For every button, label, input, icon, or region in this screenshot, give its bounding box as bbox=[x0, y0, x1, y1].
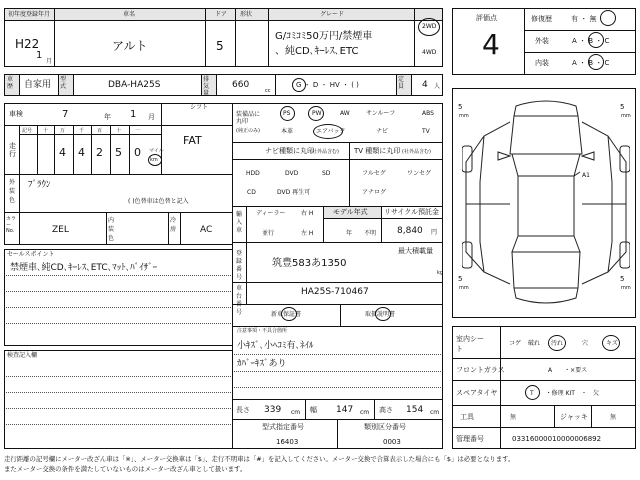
interior-color-label: 内装色 bbox=[108, 217, 115, 242]
equip-item: TV bbox=[422, 128, 430, 135]
interior-options: A ・ B ・ C bbox=[572, 59, 610, 67]
tv-item: アナログ bbox=[362, 189, 387, 196]
repair-label: 修復歴 bbox=[531, 15, 552, 23]
owner-manual: 取扱説明書 bbox=[365, 311, 396, 318]
disp-label: 排気量 bbox=[203, 76, 210, 97]
length: 339 bbox=[264, 405, 282, 415]
mileage-digit: 0 bbox=[134, 146, 141, 159]
km-header-0: 記号 bbox=[22, 128, 33, 134]
left-hand-label: 左 H bbox=[301, 230, 314, 237]
grade-line-1: G/ｺﾐｺﾐ50万円/禁煙車 bbox=[275, 31, 373, 42]
dealer-label: ディーラー bbox=[256, 210, 286, 217]
color-note: ( )色替車は色替と記入 bbox=[128, 198, 189, 205]
plate-number: 筑豊583あ1350 bbox=[272, 258, 347, 269]
car-reg: 自家用 bbox=[24, 80, 52, 90]
navi-item: HDD bbox=[246, 170, 260, 177]
inspect-year: 7 bbox=[62, 109, 69, 120]
class-no-label: 類別区分番号 bbox=[364, 423, 406, 431]
recycle-label: リサイクル預託金 bbox=[384, 208, 440, 216]
car-reg-label: 車歴 bbox=[7, 76, 14, 90]
equip-item: ナビ bbox=[376, 128, 389, 135]
length-label: 長さ bbox=[236, 406, 250, 414]
equip-item: PS bbox=[283, 110, 291, 117]
capacity-unit: 人 bbox=[434, 83, 441, 90]
recycle-value: 8,840 bbox=[397, 226, 423, 236]
seat-option: キズ bbox=[606, 340, 618, 347]
sales-point-text: 禁煙車､純CD､ｷｰﾚｽ､ETC､ﾏｯﾄ､ﾊﾞｲｻﾞｰ bbox=[10, 263, 158, 273]
interior-b-circle bbox=[588, 54, 604, 70]
spare-label: スペアタイヤ bbox=[456, 389, 498, 397]
km-header-2: 万 bbox=[60, 128, 66, 134]
glass-options: A ・×要ス bbox=[548, 367, 588, 374]
inspect-month-unit: 月 bbox=[148, 113, 155, 121]
car-outline bbox=[462, 92, 630, 314]
drive-2wd: 2WD bbox=[422, 23, 437, 30]
km-header-5: 十 bbox=[116, 128, 122, 134]
color-code-label: カラーNo. bbox=[6, 216, 17, 234]
exterior-color: ﾌﾞﾗｳﾝ bbox=[28, 180, 51, 190]
diag-mm-br: mm bbox=[621, 285, 631, 291]
jack-label: ジャッキ bbox=[560, 413, 588, 421]
equip-item: AW bbox=[340, 110, 350, 117]
score: 4 bbox=[482, 28, 500, 61]
width-label: 幅 bbox=[310, 406, 317, 414]
shift: FAT bbox=[183, 134, 202, 147]
height-label: 高さ bbox=[379, 406, 393, 414]
type-no-label: 型式指定番号 bbox=[262, 423, 304, 431]
inspect-year-unit: 年 bbox=[104, 113, 111, 121]
diag-5-br: 5 bbox=[620, 275, 625, 283]
seat-label: 室内シート bbox=[456, 335, 484, 353]
width-unit: cm bbox=[360, 409, 370, 416]
tv-title: TV 種類に丸印 bbox=[354, 147, 401, 155]
door-label: ドア bbox=[215, 11, 227, 18]
equip-item: エアバック bbox=[316, 128, 346, 135]
import-label: 輸入車 bbox=[236, 211, 243, 234]
exterior-b-circle bbox=[588, 32, 604, 48]
jack-value: 無 bbox=[610, 414, 617, 421]
inspector-box bbox=[4, 350, 233, 449]
repair-options: 有 ・ 無 bbox=[571, 15, 597, 23]
height: 154 bbox=[406, 405, 424, 415]
car-name-label: 車名 bbox=[123, 11, 136, 18]
first-reg-month: 1 bbox=[36, 50, 43, 61]
tv-item: フルセグ bbox=[362, 170, 386, 177]
ac: AC bbox=[200, 225, 213, 235]
capacity-label: 定員 bbox=[398, 76, 405, 90]
spare-t-circle bbox=[525, 385, 540, 400]
max-load-unit: kg bbox=[437, 270, 444, 276]
mileage-grid bbox=[4, 174, 233, 175]
notice-label: 注意事項・不具合箇所 bbox=[237, 328, 288, 334]
navi-item: DVD 再生可 bbox=[277, 189, 311, 196]
seat-scratch-circle bbox=[602, 335, 620, 351]
equip-item: ABS bbox=[422, 110, 434, 117]
navi-item: CD bbox=[247, 189, 256, 196]
equip-item: 本革 bbox=[281, 128, 294, 135]
navi-subtitle: (社外品含む) bbox=[310, 149, 339, 155]
diag-5-tl: 5 bbox=[458, 103, 463, 111]
navi-item: SD bbox=[322, 170, 331, 177]
diag-mm-tl: mm bbox=[459, 113, 469, 119]
type-no: 16403 bbox=[276, 438, 299, 446]
inspector-label: 検査記入欄 bbox=[7, 352, 38, 359]
tv-subtitle: (社外品含む) bbox=[402, 149, 431, 155]
diag-5-bl: 5 bbox=[458, 275, 463, 283]
length-unit: cm bbox=[291, 409, 301, 416]
seat-option: 穴 bbox=[582, 340, 589, 347]
equip-item: サンルーフ bbox=[366, 110, 396, 117]
navi-title: ナビ種類に丸印 bbox=[265, 147, 314, 155]
model-label: 型式 bbox=[60, 76, 67, 90]
manage-label: 管理番号 bbox=[456, 435, 484, 443]
month-unit: 月 bbox=[46, 58, 53, 65]
displacement: 660 bbox=[232, 80, 250, 90]
drive-4wd: 4WD bbox=[422, 49, 437, 56]
capacity: 4 bbox=[422, 80, 428, 90]
door-count: 5 bbox=[216, 39, 224, 53]
mileage-label: 走行 bbox=[9, 142, 16, 158]
diag-mm-tr: mm bbox=[621, 113, 631, 119]
seat-option: 破れ bbox=[528, 340, 541, 347]
year-label: 初年度登録年月 bbox=[8, 11, 51, 18]
notice-line-2: ｶﾊﾞｰｷｽﾞあり bbox=[237, 359, 287, 369]
parallel-label: 並行 bbox=[262, 230, 275, 237]
equip-subtitle: (純正のみ) bbox=[236, 128, 260, 134]
diag-a1: A1 bbox=[582, 172, 590, 179]
km-label: km bbox=[150, 157, 158, 163]
vin: HA25S-710467 bbox=[301, 287, 369, 297]
height-unit: cm bbox=[430, 409, 440, 416]
interior-label: 内装 bbox=[535, 59, 549, 67]
shift-label: シフト bbox=[190, 104, 209, 111]
mileage-digit: 5 bbox=[115, 146, 122, 159]
diag-5-tr: 5 bbox=[620, 103, 625, 111]
mileage-digit: 2 bbox=[96, 146, 103, 159]
right-hand-label: 右 H bbox=[301, 210, 314, 217]
color-label: 外装色 bbox=[9, 179, 16, 204]
tv-item: ワンセグ bbox=[407, 170, 432, 177]
score-label: 評価点 bbox=[476, 14, 497, 22]
car-name: アルト bbox=[112, 39, 148, 53]
glass-label: フロントガラス bbox=[456, 366, 505, 374]
seat-option: コゲ bbox=[509, 340, 522, 347]
exterior-options: A ・ B ・ C bbox=[572, 37, 610, 45]
sales-point-label: セールスポイント bbox=[7, 251, 55, 258]
model-year: 年 不明 bbox=[346, 230, 377, 237]
diag-mm-bl: mm bbox=[459, 285, 469, 291]
inspect-label: 車検 bbox=[9, 110, 23, 118]
max-load-label: 最大積載量 bbox=[398, 247, 433, 255]
repair-none-circle bbox=[600, 10, 616, 26]
shape-label: 形状 bbox=[240, 11, 253, 18]
notice-line-1: 小ｷｽﾞ､小ﾍｺﾐ有､ﾈｲﾙ bbox=[237, 341, 314, 351]
plate-label: 登録番号 bbox=[236, 250, 243, 281]
inspect-month: 1 bbox=[130, 109, 137, 120]
exterior-label: 外装 bbox=[535, 37, 549, 45]
mileage-digit: 4 bbox=[59, 146, 66, 159]
equip-item: PW bbox=[312, 110, 322, 117]
new-car-warranty: 新車保証書 bbox=[271, 311, 302, 318]
km-header-1: 十 bbox=[43, 128, 49, 134]
first-reg-year: H22 bbox=[15, 37, 40, 51]
footer-line-2: またメーター交換の条件を満たしていないものはメーター改ざん車として扱います。 bbox=[4, 465, 247, 473]
color-code: ZEL bbox=[52, 225, 69, 235]
grade-line-2: 、純CD､ｷｰﾚｽ､ETC bbox=[275, 46, 359, 57]
seat-option: 汚れ bbox=[551, 340, 564, 347]
model-year-label: モデル年式 bbox=[333, 208, 368, 216]
km-header-4: 百 bbox=[97, 128, 103, 134]
mile-label: マイル bbox=[149, 148, 164, 154]
vin-label: 車台番号 bbox=[236, 285, 243, 316]
footer-line-1: 走行距離の記号欄にメーター改ざん車は「※」、メーター交換車は「$」、走行不明車は「#」を記入してください。メーター交換で合算表示した場合にも「$」は必要となります。 bbox=[4, 455, 515, 463]
disp-unit: cc bbox=[265, 88, 271, 94]
seat-stain-circle bbox=[548, 335, 566, 351]
equip-title: 装備品に丸印 bbox=[236, 111, 261, 125]
tool-value: 無 bbox=[510, 414, 517, 421]
spare-options: T ・修理 KIT ・ 欠 bbox=[530, 390, 599, 397]
mileage-digit: 4 bbox=[78, 146, 85, 159]
ac-label: 冷房 bbox=[170, 217, 177, 233]
grade-label: グレード bbox=[320, 11, 345, 18]
manage-number: 03316000010000006892 bbox=[512, 435, 602, 443]
class-no: 0003 bbox=[383, 438, 401, 446]
tool-label: 工具 bbox=[460, 413, 474, 421]
km-header-6: 一 bbox=[135, 128, 141, 134]
fuel: G ・ D ・ HV ・ ( ) bbox=[296, 81, 359, 89]
model: DBA-HA25S bbox=[108, 80, 161, 90]
width: 147 bbox=[336, 405, 354, 415]
navi-item: DVD bbox=[285, 170, 299, 177]
km-header-3: 千 bbox=[79, 128, 85, 134]
recycle-unit: 円 bbox=[431, 229, 438, 236]
